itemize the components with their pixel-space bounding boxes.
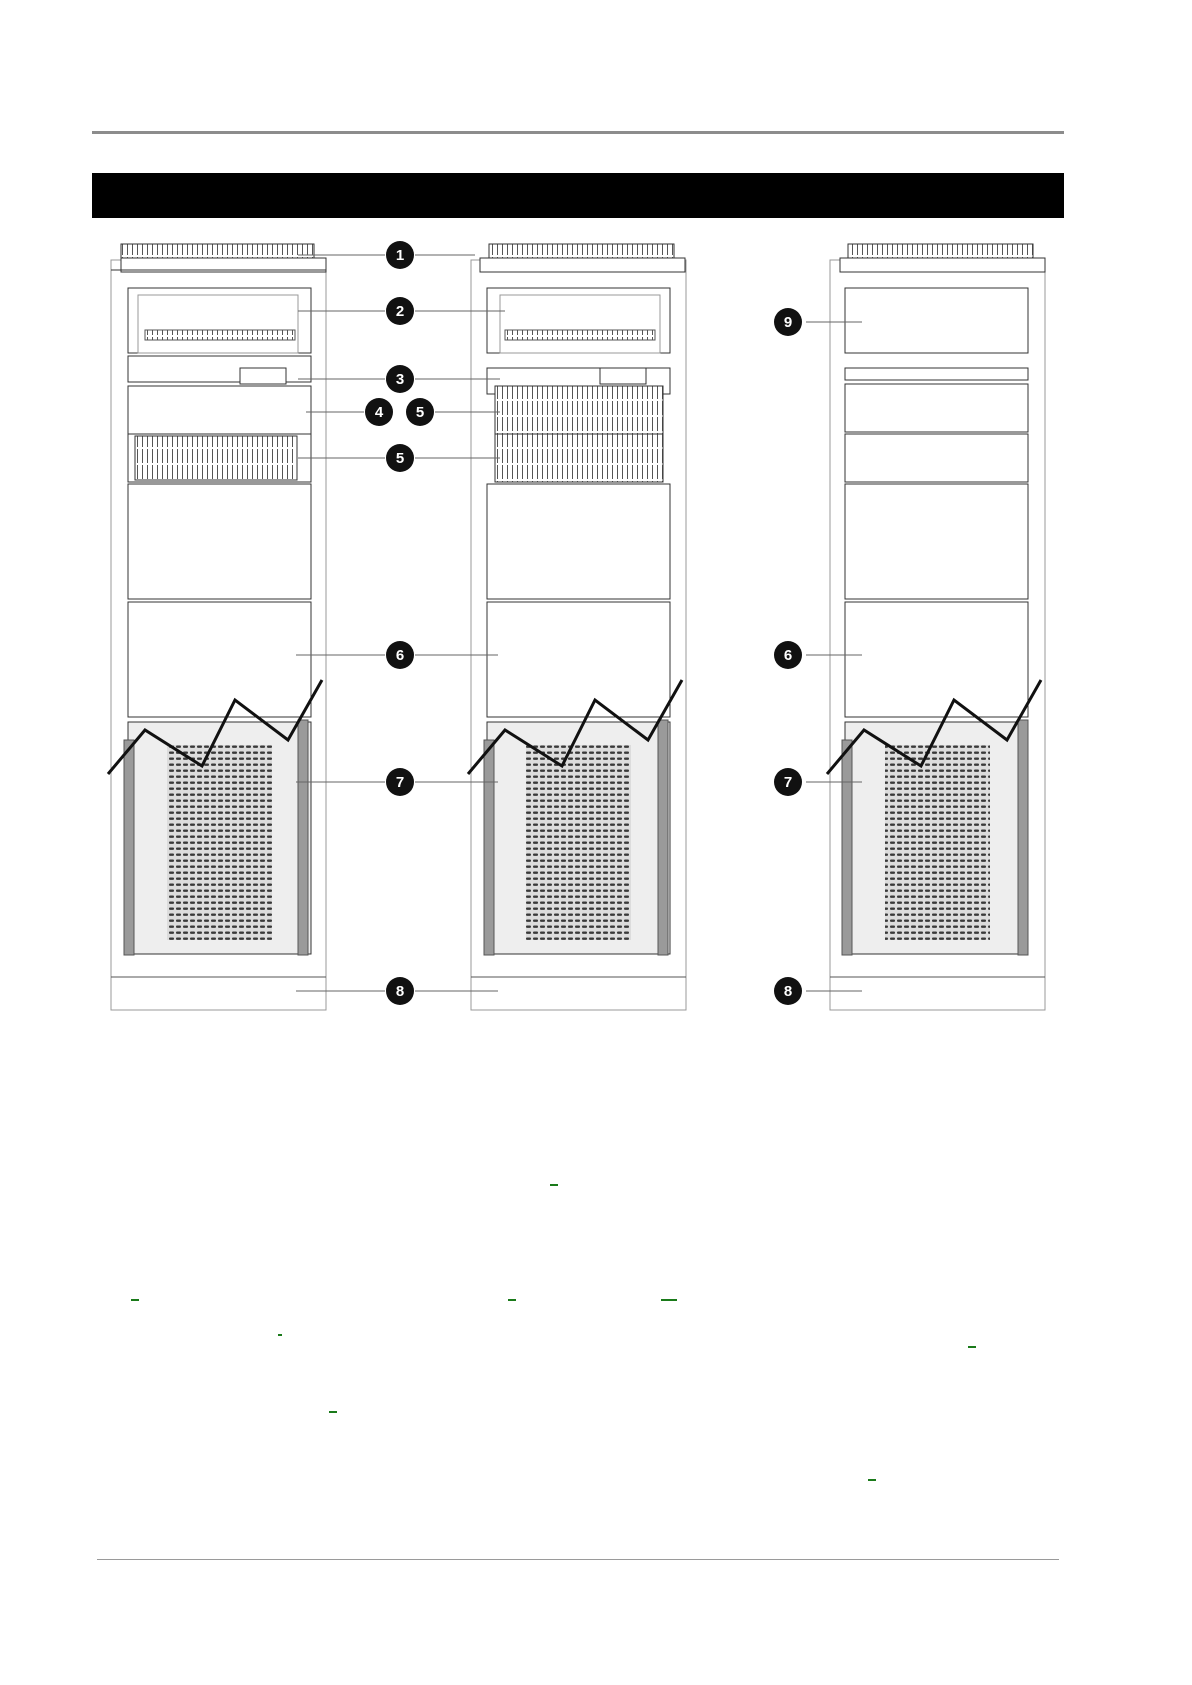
link-mark[interactable]	[868, 1479, 876, 1481]
link-mark[interactable]	[968, 1346, 976, 1348]
svg-text:6: 6	[783, 647, 793, 664]
callout-7a	[386, 768, 414, 796]
link-mark[interactable]	[329, 1411, 337, 1413]
link-mark[interactable]	[278, 1334, 282, 1336]
svg-text:5: 5	[415, 404, 425, 421]
callout-9	[774, 308, 802, 336]
callout-5a	[406, 398, 434, 426]
callout-8b	[774, 977, 802, 1005]
svg-text:4: 4	[374, 404, 384, 421]
svg-text:8: 8	[395, 983, 405, 1000]
callout-1	[386, 241, 414, 269]
svg-text:8: 8	[783, 983, 793, 1000]
svg-text:5: 5	[395, 450, 405, 467]
cabinet-right	[827, 244, 1045, 1010]
cabinet-left	[108, 244, 326, 1010]
link-mark[interactable]	[661, 1299, 677, 1301]
breaker-row-left	[145, 330, 295, 340]
link-mark[interactable]	[131, 1299, 139, 1301]
callout-7b	[774, 768, 802, 796]
callout-4	[365, 398, 393, 426]
svg-text:3: 3	[395, 371, 405, 388]
svg-text:9: 9	[783, 314, 793, 331]
cabinet-middle	[468, 244, 686, 1010]
callout-8a	[386, 977, 414, 1005]
svg-text:7: 7	[783, 774, 793, 791]
callout-6b	[774, 641, 802, 669]
link-mark[interactable]	[508, 1299, 516, 1301]
svg-text:1: 1	[395, 247, 405, 264]
module-row-left	[135, 436, 297, 480]
svg-text:2: 2	[395, 303, 405, 320]
callout-2	[386, 297, 414, 325]
callout-5b	[386, 444, 414, 472]
callout-3	[386, 365, 414, 393]
footer-rule	[97, 1559, 1059, 1560]
svg-text:6: 6	[395, 647, 405, 664]
svg-text:7: 7	[395, 774, 405, 791]
callout-6a	[386, 641, 414, 669]
link-mark[interactable]	[550, 1184, 558, 1186]
